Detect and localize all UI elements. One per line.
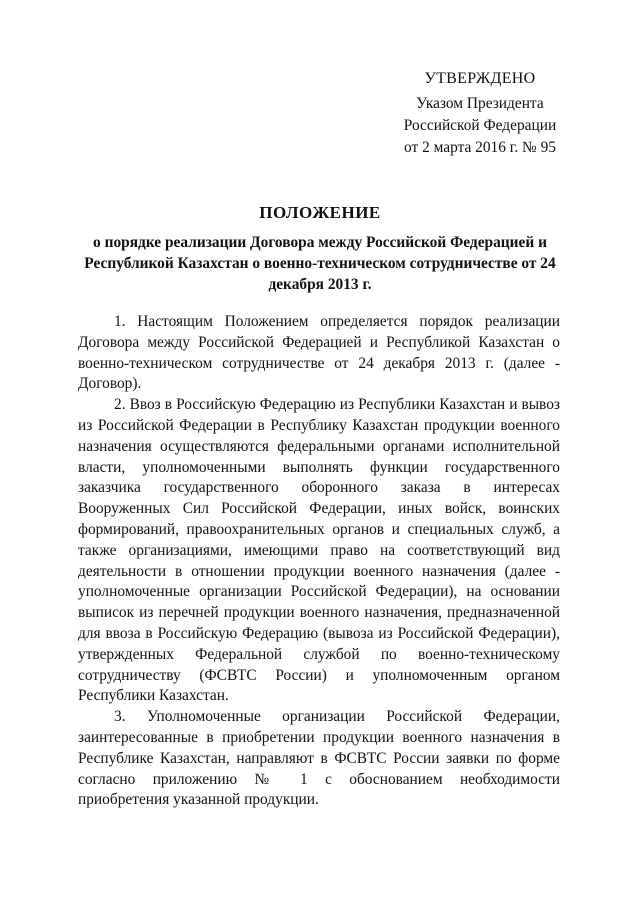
- document-subtitle: о порядке реализации Договора между Российской Федерацией и Республикой Казахстан о военно-техническом сотрудничестве от 24 декабря 2013 г.: [84, 234, 556, 293]
- document-body: [78, 312, 560, 811]
- document-title-block: [70, 202, 570, 295]
- approval-line-1: Указом Президента: [416, 95, 544, 112]
- approval-line-3: от 2 марта 2016 г. № 95: [404, 139, 556, 156]
- approval-stamp: [380, 68, 580, 159]
- paragraph-2: 2. Ввоз в Российскую Федерацию из Республики Казахстан и вывоз из Российской Федерации в Республику Казахстан продукции военного назначения осуществляются федеральными органами исполнительной власти, уполномоченными выполнять функции государственного заказчика государственного оборонного заказа в интересах Вооруженных Сил Российской Федерации, иных войск, воинских формирований, правоохранительных органов и специальных служб, а также организациями, имеющими право на соответствующий вид деятельности в отношении продукции военного назначения (далее - уполномоченные организации Российской Федерации), на основании выписок из перечней продукции военного назначения, предназначенной для ввоза в Российскую Федерацию (вывоза из Российской Федерации), утвержденных Федеральной службой по военно-техническому сотрудничеству (ФСВТС России) и уполномоченным органом Республики Казахстан.: [78, 396, 560, 705]
- document-title: ПОЛОЖЕНИЕ: [259, 203, 381, 222]
- approval-line-2: Российской Федерации: [403, 117, 557, 134]
- paragraph-1: 1. Настоящим Положением определяется порядок реализации Договора между Российской Федерацией и Республикой Казахстан о военно-техническом сотрудничестве от 24 декабря 2013 г. (далее - Договор).: [78, 313, 560, 393]
- approval-heading: УТВЕРЖДЕНО: [424, 70, 536, 87]
- paragraph-3: 3. Уполномоченные организации Российской Федерации, заинтересованные в приобретении продукции военного назначения в Республике Казахстан, направляют в ФСВТС России заявки по форме согласно приложению № 1 с обоснованием необходимости приобретения указанной продукции.: [78, 708, 560, 809]
